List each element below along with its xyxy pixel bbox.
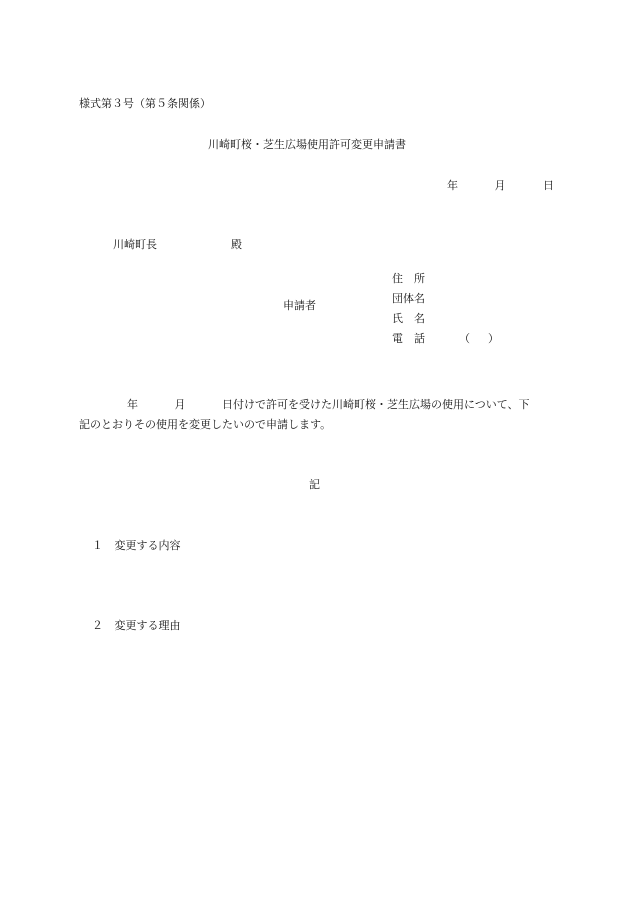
date-year: 年 <box>447 179 458 192</box>
item-2 <box>92 619 181 633</box>
page-title: 川崎町桜・芝生広場使用許可変更申請書 <box>208 138 406 151</box>
field-phone-label: 電 話 <box>392 332 425 345</box>
item-1-number: １ <box>92 539 103 552</box>
item-1 <box>92 539 181 553</box>
phone-paren-open: （ <box>459 332 470 345</box>
body-line-2: 記のとおりその使用を変更したいので申請します。 <box>79 418 332 431</box>
body-year: 年 <box>127 398 138 411</box>
field-address-label: 住 所 <box>392 272 425 285</box>
ki-heading: 記 <box>309 478 320 491</box>
item-2-number: ２ <box>92 619 103 632</box>
date-day: 日 <box>543 179 554 192</box>
date-month: 月 <box>494 179 506 192</box>
field-organization-label: 団体名 <box>392 292 425 305</box>
addressee-name: 川崎町長 <box>113 238 157 251</box>
body-line1-rest: 日付けで許可を受けた川崎町桜・芝生広場の使用について、下 <box>222 398 530 411</box>
field-name-label: 氏 名 <box>392 312 425 325</box>
body-month: 月 <box>174 398 186 411</box>
item-1-label: 変更する内容 <box>114 539 181 552</box>
item-2-label: 変更する理由 <box>114 619 181 632</box>
phone-paren-close: ） <box>488 332 499 345</box>
body-line-1 <box>127 398 530 412</box>
date-block <box>447 179 554 193</box>
addressee-honorific: 殿 <box>231 238 242 251</box>
form-number: 様式第３号（第５条関係） <box>79 97 211 110</box>
applicant-label: 申請者 <box>283 299 316 312</box>
